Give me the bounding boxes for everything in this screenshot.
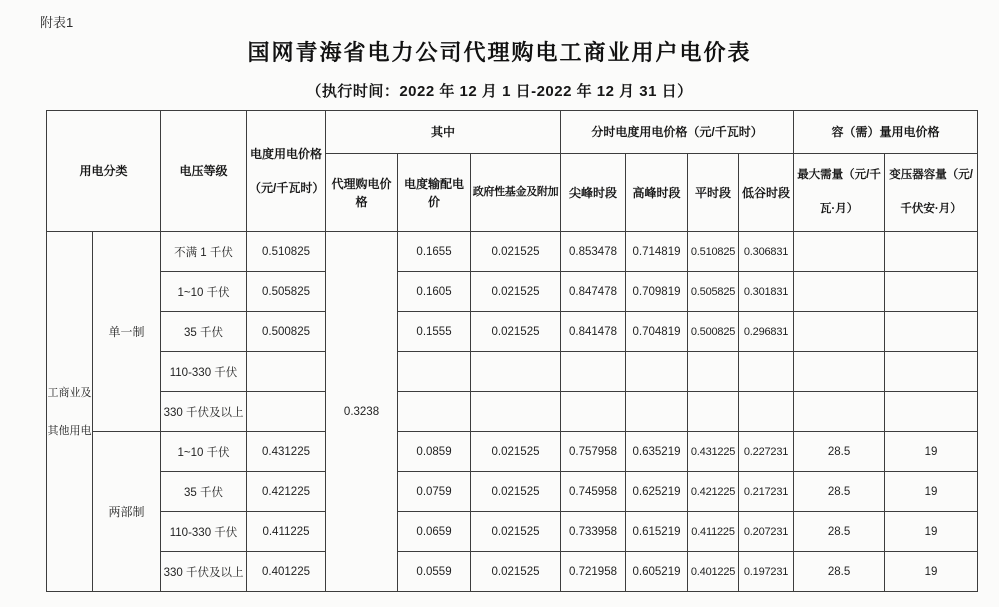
energy-price-cell: 0.510825 [247,232,326,272]
sharp-peak-cell: 0.853478 [561,232,626,272]
govt-fund-cell: 0.021525 [471,512,561,552]
peak-cell: 0.605219 [626,552,688,592]
header-peak: 高峰时段 [626,154,688,232]
table-row [47,272,978,312]
max-demand-cell: 28.5 [794,472,885,512]
transformer-capacity-cell [885,232,978,272]
transformer-capacity-cell: 19 [885,552,978,592]
transformer-capacity-cell [885,312,978,352]
valley-cell: 0.207231 [739,512,794,552]
govt-fund-cell [471,352,561,392]
header-capacity-group: 容（需）量用电价格 [794,111,978,154]
header-energy-price [247,111,326,232]
max-demand-cell [794,352,885,392]
transmission-price-cell: 0.1655 [398,232,471,272]
peak-cell: 0.625219 [626,472,688,512]
header-transmission-price: 电度输配电价 [398,154,471,232]
transformer-capacity-cell: 19 [885,432,978,472]
max-demand-cell: 28.5 [794,512,885,552]
sharp-peak-cell [561,352,626,392]
header-valley: 低谷时段 [739,154,794,232]
peak-cell: 0.635219 [626,432,688,472]
voltage-cell: 1~10 千伏 [161,272,247,312]
govt-fund-cell: 0.021525 [471,432,561,472]
peak-cell: 0.714819 [626,232,688,272]
sharp-peak-cell: 0.745958 [561,472,626,512]
valley-cell: 0.306831 [739,232,794,272]
max-demand-cell [794,232,885,272]
energy-price-cell: 0.505825 [247,272,326,312]
max-demand-cell [794,312,885,352]
voltage-cell: 不满 1 千伏 [161,232,247,272]
transmission-price-cell [398,392,471,432]
sharp-peak-cell: 0.847478 [561,272,626,312]
group-single-cell: 单一制 [93,232,161,432]
peak-cell: 0.615219 [626,512,688,552]
flat-cell: 0.500825 [688,312,739,352]
effective-period: （执行时间：2022 年 12 月 1 日-2022 年 12 月 31 日） [306,83,693,100]
transmission-price-cell: 0.0659 [398,512,471,552]
voltage-cell: 1~10 千伏 [161,432,247,472]
sharp-peak-cell: 0.733958 [561,512,626,552]
voltage-cell: 110-330 千伏 [161,352,247,392]
table-row [47,312,978,352]
sharp-peak-cell: 0.757958 [561,432,626,472]
max-demand-cell [794,392,885,432]
page-title: 国网青海省电力公司代理购电工商业用户电价表 [247,40,752,65]
table-row [47,352,978,392]
voltage-cell: 330 千伏及以上 [161,552,247,592]
table-row [47,392,978,432]
header-category: 用电分类 [47,111,161,232]
flat-cell: 0.411225 [688,512,739,552]
max-demand-cell: 28.5 [794,432,885,472]
govt-fund-cell: 0.021525 [471,232,561,272]
annex-label: 附表1 [40,15,74,30]
header-max-demand: 最大需量（元/千瓦·月） [794,154,885,232]
header-tou-group: 分时电度用电价格（元/千瓦时） [561,111,794,154]
valley-cell: 0.296831 [739,312,794,352]
max-demand-cell [794,272,885,312]
valley-cell: 0.301831 [739,272,794,312]
transmission-price-cell: 0.1555 [398,312,471,352]
header-agent-purchase-price: 代理购电价格 [326,154,398,232]
peak-cell [626,392,688,432]
energy-price-cell: 0.500825 [247,312,326,352]
voltage-cell: 330 千伏及以上 [161,392,247,432]
flat-cell: 0.510825 [688,232,739,272]
header-sharp-peak: 尖峰时段 [561,154,626,232]
transformer-capacity-cell [885,272,978,312]
header-energy-price-title: 电度用电价格 [250,147,323,161]
valley-cell: 0.227231 [739,432,794,472]
flat-cell: 0.505825 [688,272,739,312]
peak-cell: 0.709819 [626,272,688,312]
transmission-price-cell: 0.1605 [398,272,471,312]
flat-cell [688,392,739,432]
table-row [47,512,978,552]
header-energy-price-unit: （元/千瓦时） [249,181,325,195]
transformer-capacity-cell: 19 [885,512,978,552]
header-transformer-capacity: 变压器容量（元/千伏安·月） [885,154,978,232]
peak-cell [626,352,688,392]
transmission-price-cell: 0.0859 [398,432,471,472]
peak-cell: 0.704819 [626,312,688,352]
energy-price-cell [247,392,326,432]
flat-cell: 0.401225 [688,552,739,592]
electricity-price-table [46,110,978,592]
transformer-capacity-cell [885,392,978,432]
sharp-peak-cell: 0.721958 [561,552,626,592]
transmission-price-cell [398,352,471,392]
transformer-capacity-cell: 19 [885,472,978,512]
table-row [47,472,978,512]
header-govt-funds: 政府性基金及附加 [471,154,561,232]
govt-fund-cell: 0.021525 [471,272,561,312]
govt-fund-cell: 0.021525 [471,552,561,592]
energy-price-cell: 0.431225 [247,432,326,472]
sharp-peak-cell: 0.841478 [561,312,626,352]
valley-cell [739,352,794,392]
header-row-1 [47,111,978,154]
max-demand-cell: 28.5 [794,552,885,592]
energy-price-cell: 0.401225 [247,552,326,592]
header-flat: 平时段 [688,154,739,232]
valley-cell: 0.217231 [739,472,794,512]
voltage-cell: 35 千伏 [161,312,247,352]
group-two-part-cell: 两部制 [93,432,161,592]
flat-cell [688,352,739,392]
table-row [47,432,978,472]
valley-cell: 0.197231 [739,552,794,592]
voltage-cell: 110-330 千伏 [161,512,247,552]
sharp-peak-cell [561,392,626,432]
transmission-price-cell: 0.0559 [398,552,471,592]
table-row [47,232,978,272]
header-among-which: 其中 [326,111,561,154]
govt-fund-cell: 0.021525 [471,312,561,352]
energy-price-cell: 0.411225 [247,512,326,552]
govt-fund-cell: 0.021525 [471,472,561,512]
agent-purchase-price-cell: 0.3238 [326,232,398,592]
header-voltage-level: 电压等级 [161,111,247,232]
category-cell: 工商业及其他用电 [47,232,93,592]
transformer-capacity-cell [885,352,978,392]
flat-cell: 0.431225 [688,432,739,472]
govt-fund-cell [471,392,561,432]
energy-price-cell: 0.421225 [247,472,326,512]
energy-price-cell [247,352,326,392]
transmission-price-cell: 0.0759 [398,472,471,512]
flat-cell: 0.421225 [688,472,739,512]
table-row [47,552,978,592]
voltage-cell: 35 千伏 [161,472,247,512]
valley-cell [739,392,794,432]
